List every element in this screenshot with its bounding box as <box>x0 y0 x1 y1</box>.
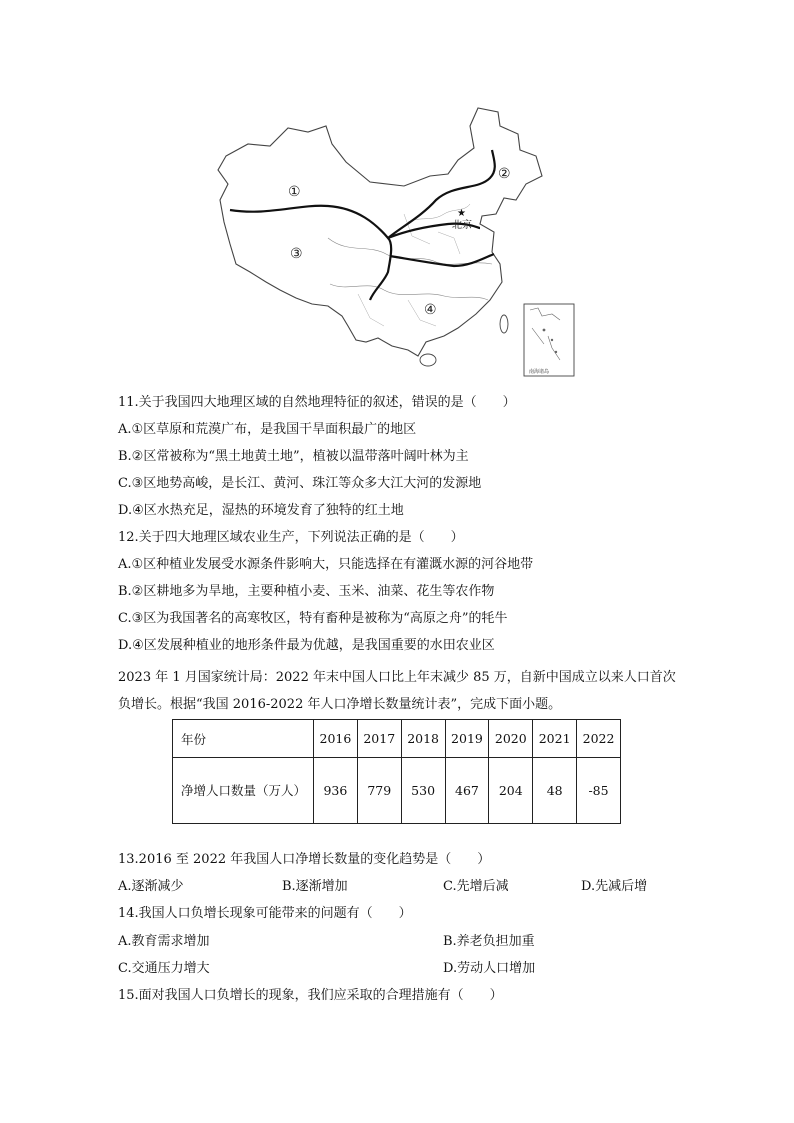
q14-stem: 14.我国人口负增长现象可能带来的问题有（ ） <box>118 906 412 921</box>
hainan-island <box>420 354 436 366</box>
year-header-cell: 年份 <box>173 720 314 758</box>
q15-stem: 15.面对我国人口负增长的现象，我们应采取的合理措施有（ ） <box>118 988 503 1003</box>
year-cell: 2022 <box>577 720 621 758</box>
q13-option-b[interactable]: B.逐渐增加 <box>282 879 348 894</box>
river-line <box>330 284 488 300</box>
population-table <box>172 719 621 824</box>
value-cell: -85 <box>577 758 621 824</box>
value-cell: 204 <box>489 758 533 824</box>
q14-option-c[interactable]: C.交通压力增大 <box>118 961 210 976</box>
inset-label: 南海诸岛 <box>529 369 550 375</box>
region-boundary <box>390 254 494 266</box>
q12-option-d[interactable]: D.④区发展种植业的地形条件最为优越，是我国重要的水田农业区 <box>118 638 495 653</box>
q11-option-b[interactable]: B.②区常被称为“黑土地黄土地”，植被以温带落叶阔叶林为主 <box>118 449 469 464</box>
year-cell: 2019 <box>445 720 489 758</box>
region-2-label: ② <box>498 166 511 182</box>
q11-option-a[interactable]: A.①区草原和荒漠广布，是我国干旱面积最广的地区 <box>118 422 417 437</box>
china-outline <box>218 108 542 356</box>
inset-island <box>551 339 553 341</box>
q11-option-d[interactable]: D.④区水热充足，湿热的环境发育了独特的红土地 <box>118 503 404 518</box>
q12-option-c[interactable]: C.③区为我国著名的高寒牧区，特有畜种是被称为“高原之舟”的牦牛 <box>118 611 508 626</box>
year-cell: 2021 <box>533 720 577 758</box>
beijing-star-icon: ★ <box>457 208 466 219</box>
value-cell: 467 <box>445 758 489 824</box>
value-cell: 48 <box>533 758 577 824</box>
region-1-label: ① <box>288 184 301 200</box>
year-cell: 2018 <box>401 720 445 758</box>
region-4-label: ④ <box>424 302 437 318</box>
year-cell: 2020 <box>489 720 533 758</box>
q11-stem: 11.关于我国四大地理区域的自然地理特征的叙述，错误的是（ ） <box>118 395 516 410</box>
inset-island <box>543 329 546 332</box>
value-cell: 530 <box>401 758 445 824</box>
value-header-cell: 净增人口数量（万人） <box>173 758 314 824</box>
value-cell: 936 <box>314 758 358 824</box>
value-cell: 779 <box>357 758 401 824</box>
q13-stem: 13.2016 至 2022 年我国人口净增长数量的变化趋势是（ ） <box>118 852 491 867</box>
q14-option-b[interactable]: B.养老负担加重 <box>443 934 535 949</box>
q14-option-a[interactable]: A.教育需求增加 <box>118 934 210 949</box>
beijing-label: 北京 <box>452 220 472 231</box>
inset-island <box>555 351 557 353</box>
taiwan-island <box>500 315 508 333</box>
q14-option-d[interactable]: D.劳动人口增加 <box>443 961 536 976</box>
china-regions-map <box>208 104 578 380</box>
region-boundary <box>370 238 391 300</box>
table-header-row <box>173 720 621 758</box>
q13-option-d[interactable]: D.先减后增 <box>581 879 648 894</box>
year-cell: 2016 <box>314 720 358 758</box>
year-cell: 2017 <box>357 720 401 758</box>
q12-option-a[interactable]: A.①区种植业发展受水源条件影响大，只能选择在有灌溉水源的河谷地带 <box>118 557 534 572</box>
q13-option-a[interactable]: A.逐渐减少 <box>118 879 184 894</box>
table-value-row <box>173 758 621 824</box>
q13-option-c[interactable]: C.先增后减 <box>443 879 509 894</box>
region-3-label: ③ <box>290 246 303 262</box>
q11-option-c[interactable]: C.③区地势高峻，是长江、黄河、珠江等众多大江大河的发源地 <box>118 476 482 491</box>
q12-option-b[interactable]: B.②区耕地多为旱地，主要种植小麦、玉米、油菜、花生等农作物 <box>118 584 495 599</box>
intro-paragraph: 2023 年 1 月国家统计局：2022 年末中国人口比上年末减少 85 万，自新中国成立以来人口首次负增长。根据“我国 2016-2022 年人口净增长数量统计表”，完成下面小题。 <box>118 670 676 712</box>
q12-stem: 12.关于四大地理区域农业生产，下列说法正确的是（ ） <box>118 530 464 545</box>
